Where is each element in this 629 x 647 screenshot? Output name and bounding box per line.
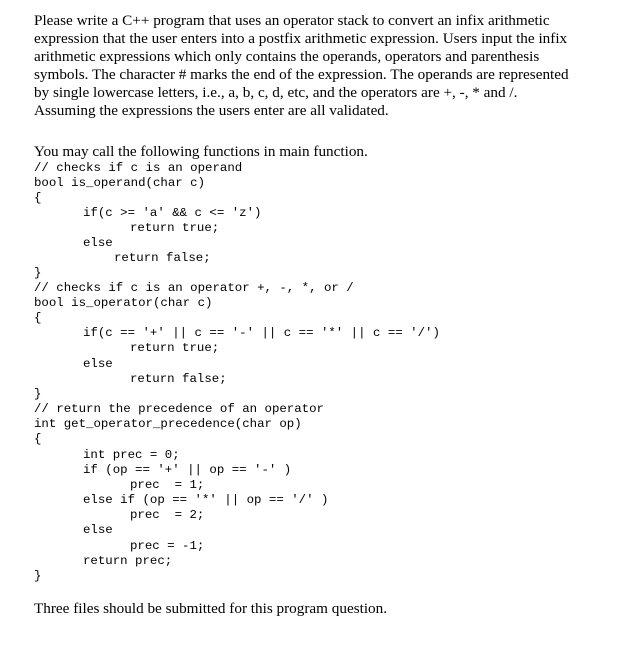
code-line: return prec; <box>83 554 173 568</box>
code-line: else if (op == '*' || op == '/' ) <box>83 493 329 507</box>
code-brace: } <box>34 387 42 401</box>
functions-intro: You may call the following functions in main function. <box>34 143 368 160</box>
code-brace: { <box>34 191 42 205</box>
statement-line: arithmetic expressions which only contains the operands, operators and parenthesis <box>34 48 540 65</box>
statement-line: by single lowercase letters, i.e., a, b, c, d, etc, and the operators are +, -, * and /. <box>34 84 518 101</box>
code-line: int prec = 0; <box>83 448 180 462</box>
statement-line: Assuming the expressions the users enter are all validated. <box>34 102 389 119</box>
code-brace: { <box>34 311 42 325</box>
code-line: return true; <box>130 341 220 355</box>
code-comment: // checks if c is an operand <box>34 161 243 175</box>
code-line: prec = 1; <box>130 478 205 492</box>
function-signature: bool is_operator(char c) <box>34 296 213 310</box>
code-line: else <box>83 357 113 371</box>
statement-line: symbols. The character # marks the end of the expression. The operands are represented <box>34 66 569 83</box>
function-signature: bool is_operand(char c) <box>34 176 206 190</box>
code-line: else <box>83 236 113 250</box>
statement-line: Please write a C++ program that uses an operator stack to convert an infix arithmetic <box>34 12 550 29</box>
code-line: return false; <box>130 372 227 386</box>
code-comment: // checks if c is an operator +, -, *, or / <box>34 281 354 295</box>
code-brace: } <box>34 569 42 583</box>
code-brace: { <box>34 432 42 446</box>
code-comment: // return the precedence of an operator <box>34 402 324 416</box>
code-line: if(c == '+' || c == '-' || c == '*' || c == '/') <box>83 326 440 340</box>
code-brace: } <box>34 266 42 280</box>
submission-note: Three files should be submitted for this program question. <box>34 600 388 617</box>
code-line: else <box>83 523 113 537</box>
code-line: if (op == '+' || op == '-' ) <box>83 463 292 477</box>
code-line: prec = -1; <box>130 539 205 553</box>
problem-statement <box>34 12 604 120</box>
code-line: return false; <box>114 251 211 265</box>
code-line: prec = 2; <box>130 508 205 522</box>
statement-line: expression that the user enters into a postfix arithmetic expression. Users input the infix <box>34 30 568 47</box>
function-signature: int get_operator_precedence(char op) <box>34 417 302 431</box>
code-line: return true; <box>130 221 220 235</box>
code-line: if(c >= 'a' && c <= 'z') <box>83 206 262 220</box>
